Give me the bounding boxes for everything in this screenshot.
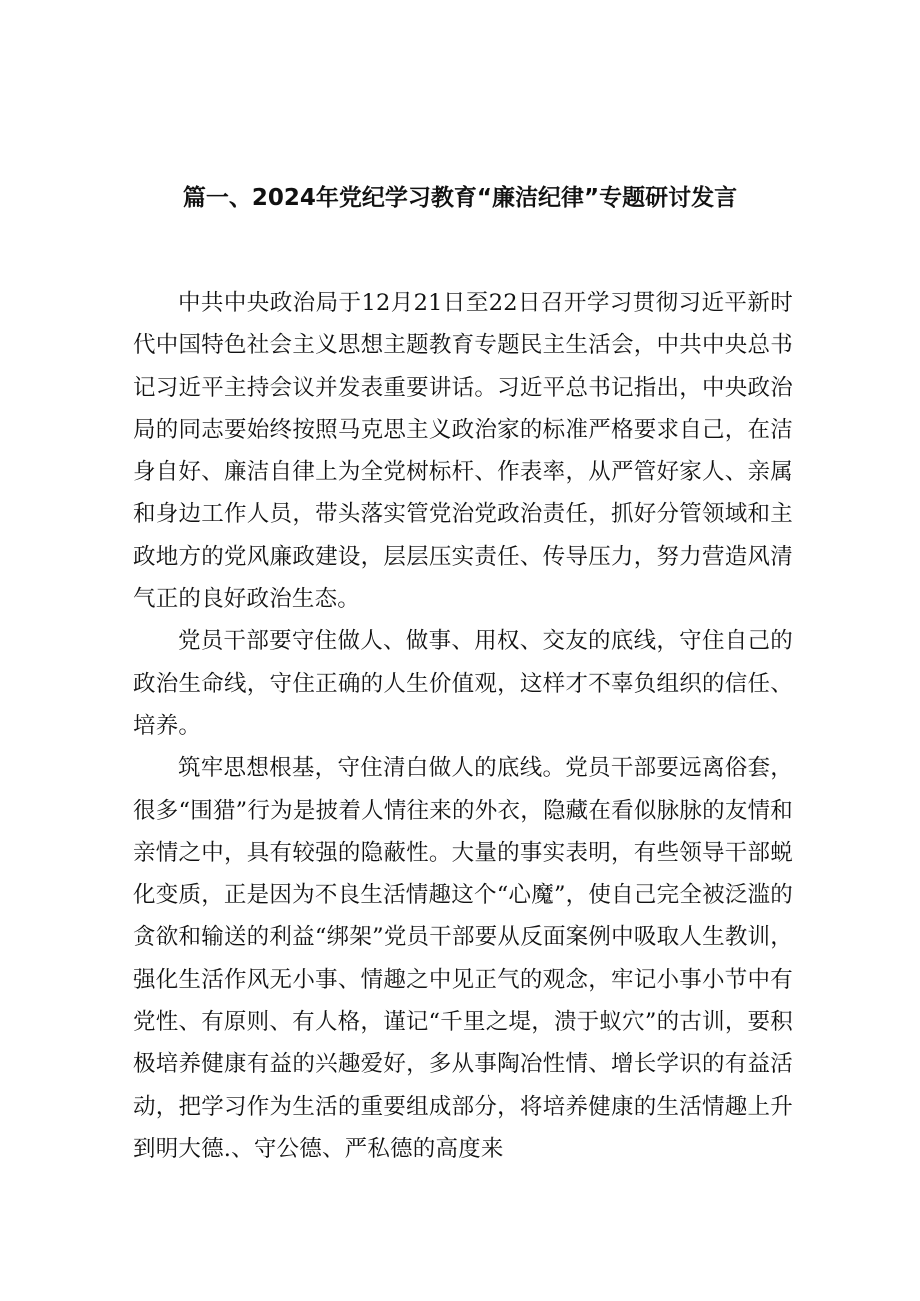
paragraph-2: 党员干部要守住做人、做事、用权、交友的底线，守住自己的政治生命线，守住正确的人生价值观，这样才不辜负组织的信任、培养。 [133, 628, 793, 739]
document-body [133, 282, 793, 1170]
document-title: 篇一、2024年党纪学习教育“廉洁纪律”专题研讨发言 [182, 185, 738, 211]
paragraph-3: 筑牢思想根基，守住清白做人的底线。党员干部要远离俗套，很多“围猎”行为是披着人情往来的外衣，隐藏在看似脉脉的友情和亲情之中，具有较强的隐蔽性。大量的事实表明，有些领导干部蜕化变质，正是因为不良生活情趣这个“心魔”，使自己完全被泛滥的贪欲和输送的利益“绑架”党员干部要从反面案例中吸取人生教训，强化生活作风无小事、情趣之中见正气的观念，牢记小事小节中有党性、有原则、有人格，谨记“千里之堤，溃于蚁穴”的古训，要积极培养健康有益的兴趣爱好，多从事陶冶性情、增长学识的有益活动，把学习作为生活的重要组成部分，将培养健康的生活情趣上升到明大德.、守公德、严私德的高度来 [133, 755, 793, 1162]
paragraph-1: 中共中央政治局于12月21日至22日召开学习贯彻习近平新时代中国特色社会主义思想主题教育专题民主生活会，中共中央总书记习近平主持会议并发表重要讲话。习近平总书记指出，中央政治局的同志要始终按照马克思主义政治家的标准严格要求自己，在洁身自好、廉洁自律上为全党树标杆、作表率，从严管好家人、亲属和身边工作人员，带头落实管党治党政治责任，抓好分管领域和主政地方的党风廉政建设，层层压实责任、传导压力，努力营造风清气正的良好政治生态。 [133, 290, 793, 613]
